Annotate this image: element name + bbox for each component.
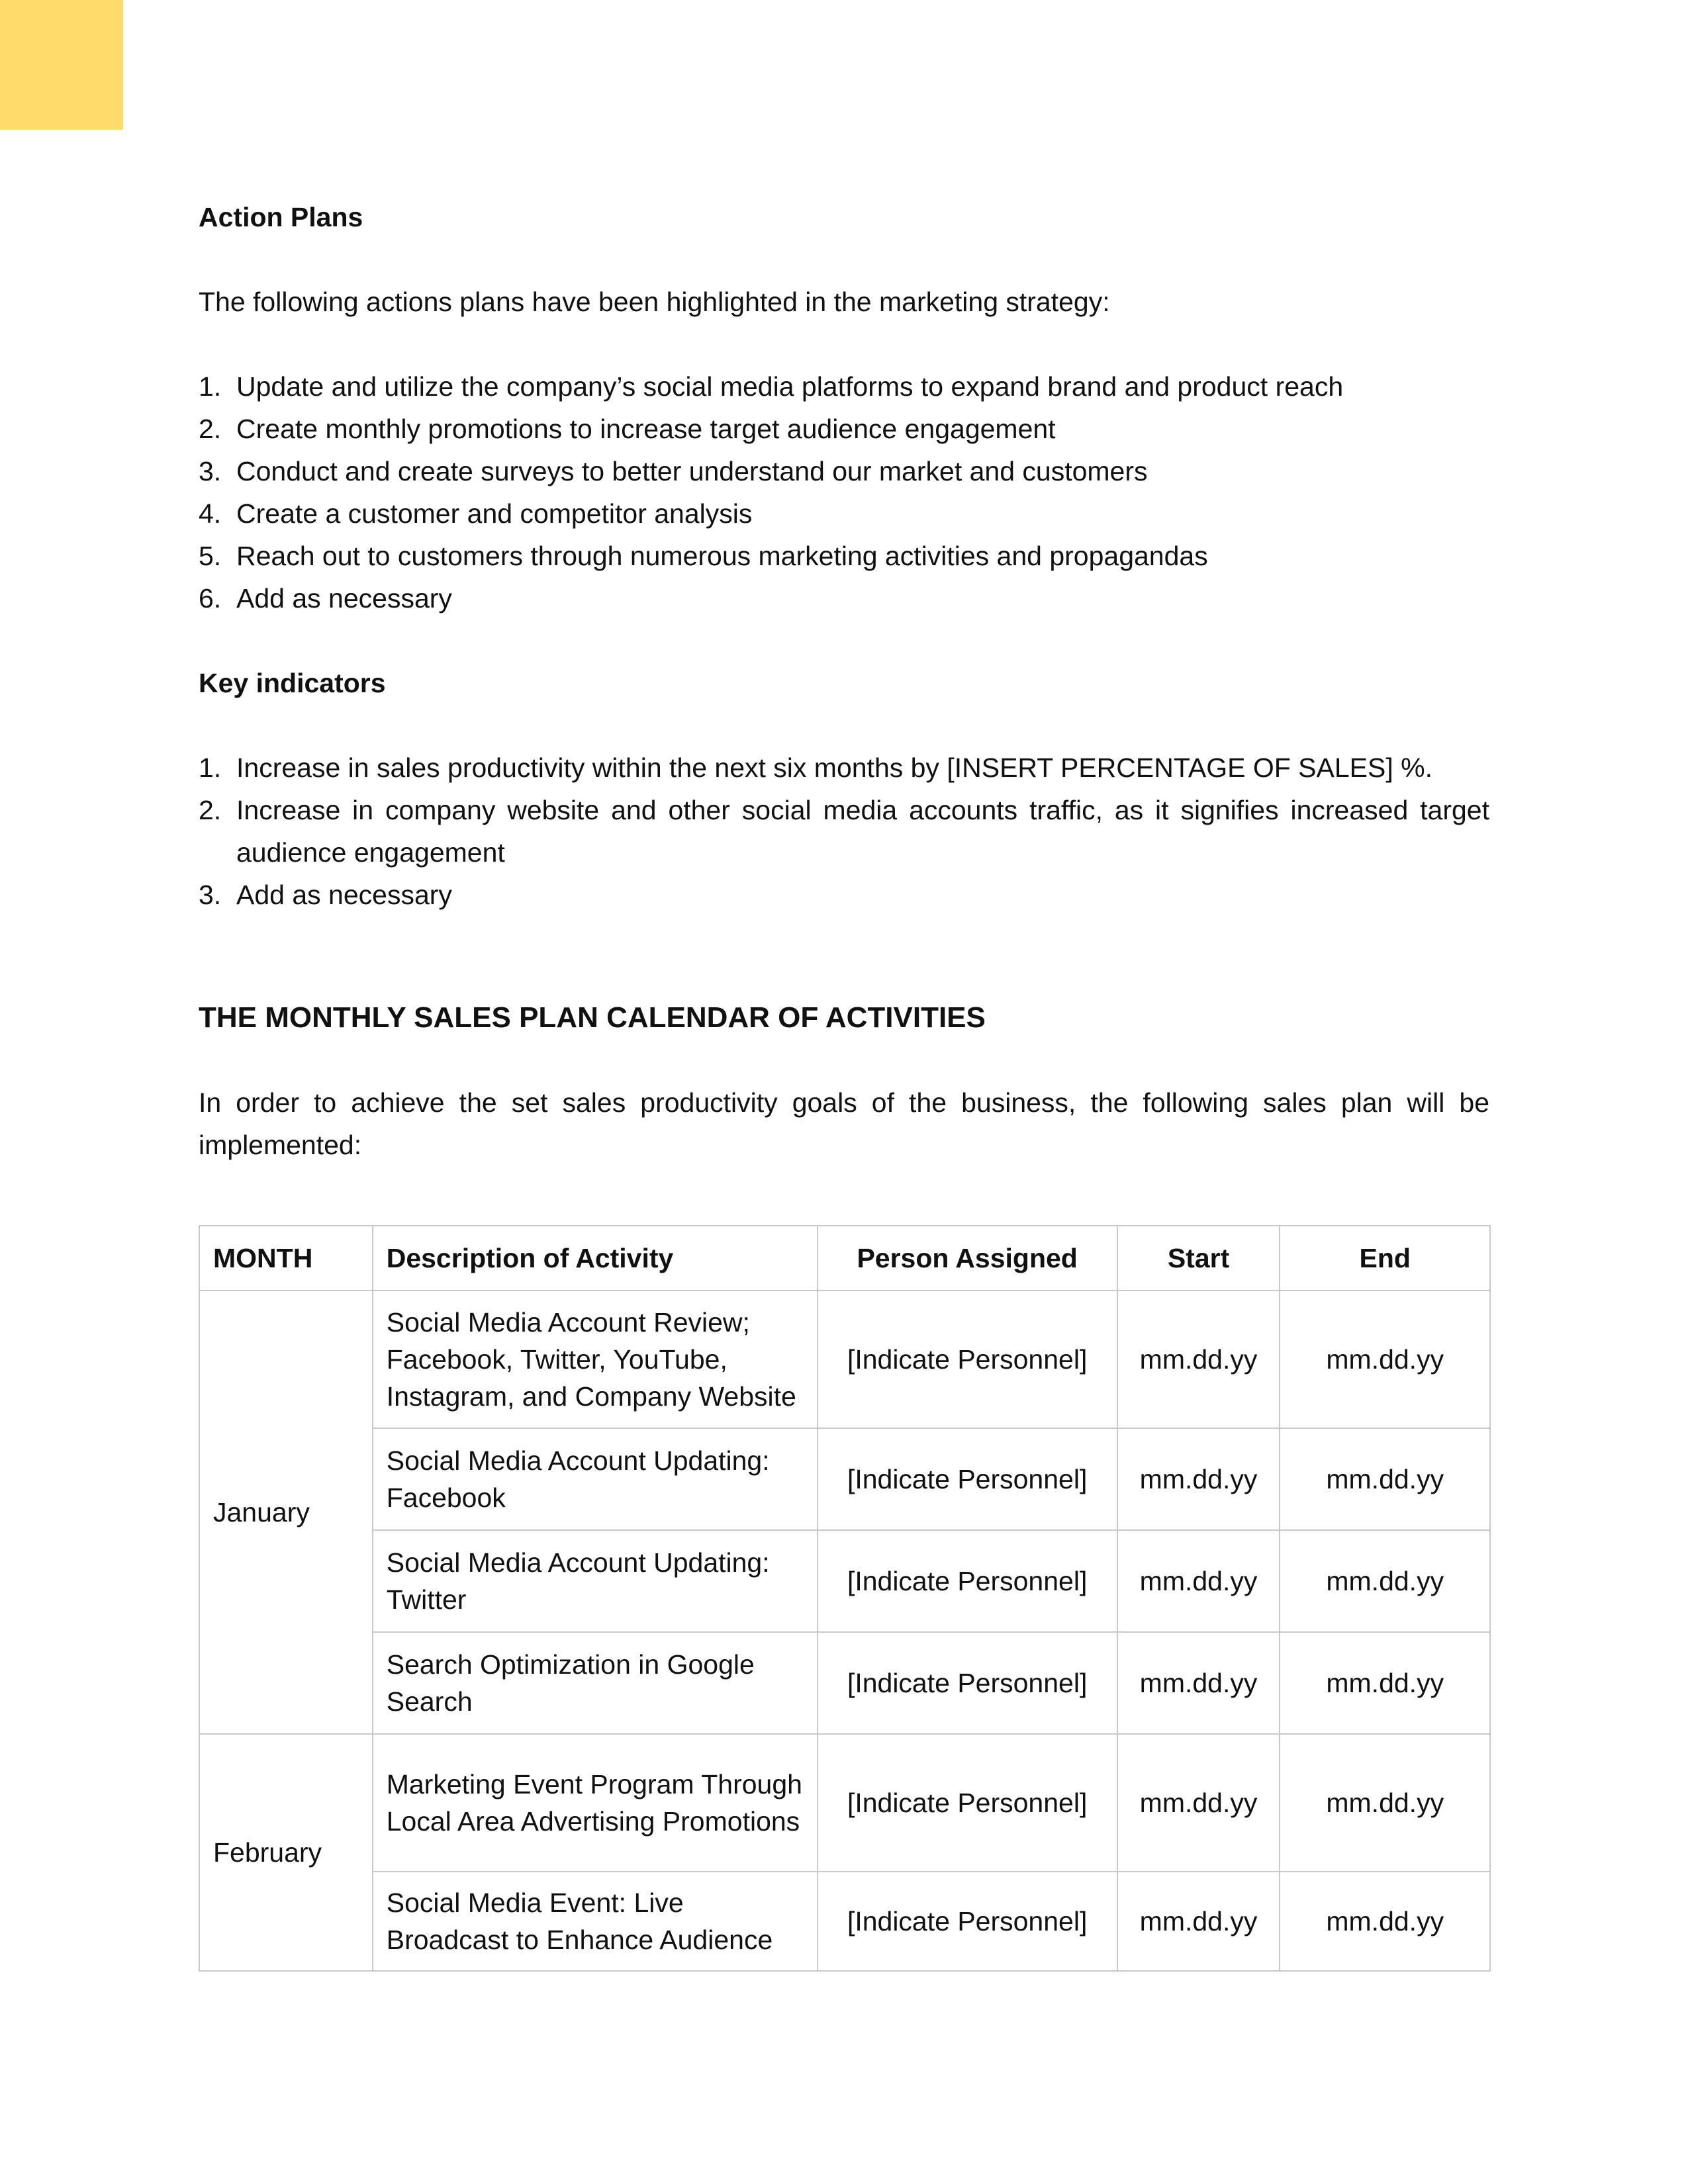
key-indicators-list	[199, 747, 1489, 916]
calendar-heading: THE MONTHLY SALES PLAN CALENDAR OF ACTIVITIES	[199, 1001, 986, 1034]
document-body	[199, 196, 1489, 1166]
column-header-start: Start	[1117, 1226, 1280, 1291]
column-header-description: Description of Activity	[373, 1226, 818, 1291]
column-header-end: End	[1280, 1226, 1490, 1291]
list-item: 3. Conduct and create surveys to better understand our market and customers	[199, 456, 1148, 486]
month-cell-february: February	[199, 1734, 373, 1971]
start-date: mm.dd.yy	[1117, 1291, 1280, 1428]
end-date: mm.dd.yy	[1280, 1428, 1490, 1530]
start-date: mm.dd.yy	[1117, 1530, 1280, 1632]
end-date: mm.dd.yy	[1280, 1530, 1490, 1632]
list-item: 2. Create monthly promotions to increase target audience engagement	[199, 414, 1056, 444]
person-assigned: [Indicate Personnel]	[818, 1428, 1117, 1530]
activity-description: Social Media Account Review; Facebook, Twitter, YouTube, Instagram, and Company Website	[373, 1291, 818, 1428]
sales-plan-table	[199, 1225, 1491, 1972]
end-date: mm.dd.yy	[1280, 1872, 1490, 1971]
person-assigned: [Indicate Personnel]	[818, 1734, 1117, 1872]
list-item: 1. Update and utilize the company’s social media platforms to expand brand and product reach	[199, 371, 1344, 402]
activity-description: Social Media Event: Live Broadcast to Enhance Audience	[373, 1872, 818, 1971]
table-row	[199, 1428, 1490, 1530]
start-date: mm.dd.yy	[1117, 1632, 1280, 1734]
start-date: mm.dd.yy	[1117, 1872, 1280, 1971]
person-assigned: [Indicate Personnel]	[818, 1530, 1117, 1632]
table-row	[199, 1632, 1490, 1734]
column-header-person: Person Assigned	[818, 1226, 1117, 1291]
list-item: 4. Create a customer and competitor analysis	[199, 498, 753, 529]
list-item: 2. Increase in company website and other social media accounts traffic, as it signifies increased target audience engagement	[199, 795, 1489, 868]
table-row	[199, 1291, 1490, 1428]
person-assigned: [Indicate Personnel]	[818, 1291, 1117, 1428]
list-item: 5. Reach out to customers through numerous marketing activities and propagandas	[199, 541, 1208, 571]
action-plans-list	[199, 365, 1489, 619]
calendar-intro: In order to achieve the set sales productivity goals of the business, the following sales plan will be implemented:	[199, 1087, 1489, 1160]
list-item: 1. Increase in sales productivity within the next six months by [INSERT PERCENTAGE OF SALES] %.	[199, 752, 1432, 783]
activity-description: Social Media Account Updating: Facebook	[373, 1428, 818, 1530]
action-plans-heading: Action Plans	[199, 202, 363, 232]
month-cell-january: January	[199, 1291, 373, 1734]
person-assigned: [Indicate Personnel]	[818, 1872, 1117, 1971]
action-plans-intro: The following actions plans have been highlighted in the marketing strategy:	[199, 287, 1110, 317]
end-date: mm.dd.yy	[1280, 1734, 1490, 1872]
end-date: mm.dd.yy	[1280, 1632, 1490, 1734]
table-row	[199, 1872, 1490, 1971]
corner-accent-block	[0, 0, 123, 130]
activity-description: Marketing Event Program Through Local Area Advertising Promotions	[373, 1734, 818, 1872]
activity-description: Social Media Account Updating: Twitter	[373, 1530, 818, 1632]
key-indicators-heading: Key indicators	[199, 668, 386, 698]
person-assigned: [Indicate Personnel]	[818, 1632, 1117, 1734]
start-date: mm.dd.yy	[1117, 1428, 1280, 1530]
start-date: mm.dd.yy	[1117, 1734, 1280, 1872]
end-date: mm.dd.yy	[1280, 1291, 1490, 1428]
activity-description: Search Optimization in Google Search	[373, 1632, 818, 1734]
table-header-row	[199, 1226, 1490, 1291]
column-header-month: MONTH	[199, 1226, 373, 1291]
table-row	[199, 1734, 1490, 1872]
list-item: 3. Add as necessary	[199, 880, 452, 910]
table-row	[199, 1530, 1490, 1632]
list-item: 6. Add as necessary	[199, 583, 452, 614]
